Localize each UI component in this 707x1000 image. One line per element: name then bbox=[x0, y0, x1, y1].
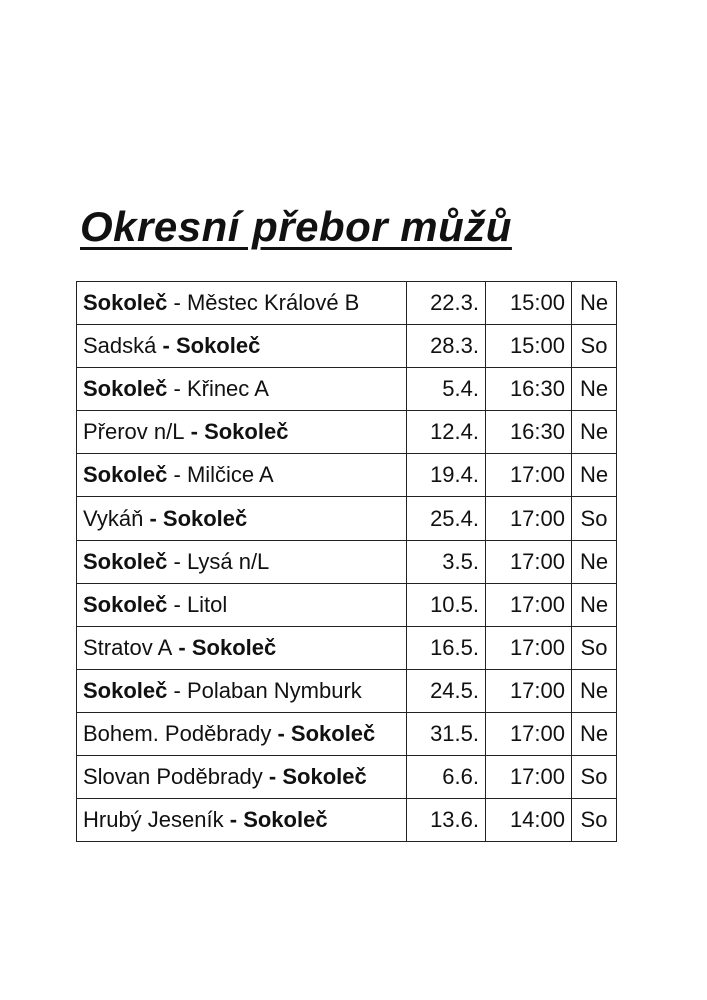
match-day: So bbox=[572, 626, 617, 669]
table-row bbox=[77, 368, 617, 411]
match-time: 15:00 bbox=[486, 282, 572, 325]
match-time: 17:00 bbox=[486, 756, 572, 799]
table-row bbox=[77, 626, 617, 669]
match-cell bbox=[77, 497, 407, 540]
match-date: 24.5. bbox=[407, 669, 486, 712]
match-date: 25.4. bbox=[407, 497, 486, 540]
match-date: 6.6. bbox=[407, 756, 486, 799]
match-day: So bbox=[572, 756, 617, 799]
home-team: Sokoleč bbox=[83, 677, 168, 703]
table-row bbox=[77, 282, 617, 325]
match-date: 28.3. bbox=[407, 325, 486, 368]
match-date: 5.4. bbox=[407, 368, 486, 411]
table-row bbox=[77, 799, 617, 842]
match-cell bbox=[77, 368, 407, 411]
match-day: Ne bbox=[572, 669, 617, 712]
match-day: Ne bbox=[572, 454, 617, 497]
away-team: Polaban Nymburk bbox=[186, 677, 362, 703]
home-team: Sokoleč bbox=[83, 376, 168, 402]
match-time: 17:00 bbox=[486, 626, 572, 669]
schedule-body bbox=[77, 282, 617, 842]
team-separator: - bbox=[143, 505, 163, 531]
match-day: So bbox=[572, 497, 617, 540]
team-separator: - bbox=[167, 677, 187, 703]
home-team: Sokoleč bbox=[83, 290, 168, 316]
match-cell bbox=[77, 325, 407, 368]
match-date: 31.5. bbox=[407, 712, 486, 755]
away-team: Sokoleč bbox=[175, 333, 261, 359]
team-separator: - bbox=[172, 634, 192, 660]
table-row bbox=[77, 583, 617, 626]
match-day: So bbox=[572, 799, 617, 842]
away-team: Městec Králové B bbox=[186, 290, 360, 316]
team-separator: - bbox=[167, 548, 187, 574]
table-row bbox=[77, 411, 617, 454]
team-separator: - bbox=[167, 591, 187, 617]
away-team: Litol bbox=[186, 591, 228, 617]
match-time: 15:00 bbox=[486, 325, 572, 368]
away-team: Sokoleč bbox=[290, 720, 376, 746]
table-row bbox=[77, 325, 617, 368]
match-time: 16:30 bbox=[486, 368, 572, 411]
match-cell bbox=[77, 712, 407, 755]
home-team: Sokoleč bbox=[83, 462, 168, 488]
match-time: 16:30 bbox=[486, 411, 572, 454]
match-time: 17:00 bbox=[486, 540, 572, 583]
away-team: Milčice A bbox=[186, 462, 274, 488]
match-time: 17:00 bbox=[486, 669, 572, 712]
table-row bbox=[77, 712, 617, 755]
match-cell bbox=[77, 583, 407, 626]
match-day: So bbox=[572, 325, 617, 368]
team-separator: - bbox=[262, 764, 283, 790]
match-day: Ne bbox=[572, 368, 617, 411]
table-row bbox=[77, 756, 617, 799]
away-team: Sokoleč bbox=[204, 419, 289, 445]
match-day: Ne bbox=[572, 282, 617, 325]
team-separator: - bbox=[223, 807, 244, 833]
team-separator: - bbox=[167, 376, 187, 402]
home-team: Sokoleč bbox=[83, 591, 168, 617]
match-day: Ne bbox=[572, 411, 617, 454]
home-team: Slovan Poděbrady bbox=[83, 764, 263, 790]
match-date: 19.4. bbox=[407, 454, 486, 497]
table-row bbox=[77, 454, 617, 497]
match-day: Ne bbox=[572, 540, 617, 583]
team-separator: - bbox=[167, 290, 187, 316]
match-day: Ne bbox=[572, 712, 617, 755]
match-cell bbox=[77, 282, 407, 325]
match-time: 17:00 bbox=[486, 497, 572, 540]
match-date: 13.6. bbox=[407, 799, 486, 842]
match-schedule-table bbox=[76, 281, 617, 842]
match-cell bbox=[77, 540, 407, 583]
home-team: Bohem. Poděbrady bbox=[83, 720, 272, 746]
table-row bbox=[77, 497, 617, 540]
home-team: Přerov n/L bbox=[83, 419, 185, 445]
team-separator: - bbox=[271, 720, 291, 746]
table-row bbox=[77, 669, 617, 712]
home-team: Sadská bbox=[83, 333, 157, 359]
away-team: Sokoleč bbox=[282, 764, 367, 790]
team-separator: - bbox=[156, 333, 176, 359]
away-team: Sokoleč bbox=[162, 505, 248, 531]
match-date: 12.4. bbox=[407, 411, 486, 454]
home-team: Vykáň bbox=[83, 505, 144, 531]
away-team: Sokoleč bbox=[243, 807, 328, 833]
match-date: 10.5. bbox=[407, 583, 486, 626]
away-team: Křinec A bbox=[186, 376, 269, 402]
match-date: 22.3. bbox=[407, 282, 486, 325]
match-date: 16.5. bbox=[407, 626, 486, 669]
match-cell bbox=[77, 411, 407, 454]
match-date: 3.5. bbox=[407, 540, 486, 583]
match-cell bbox=[77, 669, 407, 712]
match-cell bbox=[77, 756, 407, 799]
team-separator: - bbox=[167, 462, 187, 488]
match-time: 14:00 bbox=[486, 799, 572, 842]
page-title: Okresní přebor můžů bbox=[80, 203, 512, 250]
table-row bbox=[77, 540, 617, 583]
match-cell bbox=[77, 799, 407, 842]
match-day: Ne bbox=[572, 583, 617, 626]
home-team: Sokoleč bbox=[83, 548, 168, 574]
match-time: 17:00 bbox=[486, 712, 572, 755]
home-team: Hrubý Jeseník bbox=[83, 807, 224, 833]
home-team: Stratov A bbox=[83, 634, 173, 660]
away-team: Lysá n/L bbox=[186, 548, 270, 574]
match-cell bbox=[77, 626, 407, 669]
match-time: 17:00 bbox=[486, 583, 572, 626]
team-separator: - bbox=[184, 419, 205, 445]
match-cell bbox=[77, 454, 407, 497]
away-team: Sokoleč bbox=[191, 634, 277, 660]
match-time: 17:00 bbox=[486, 454, 572, 497]
